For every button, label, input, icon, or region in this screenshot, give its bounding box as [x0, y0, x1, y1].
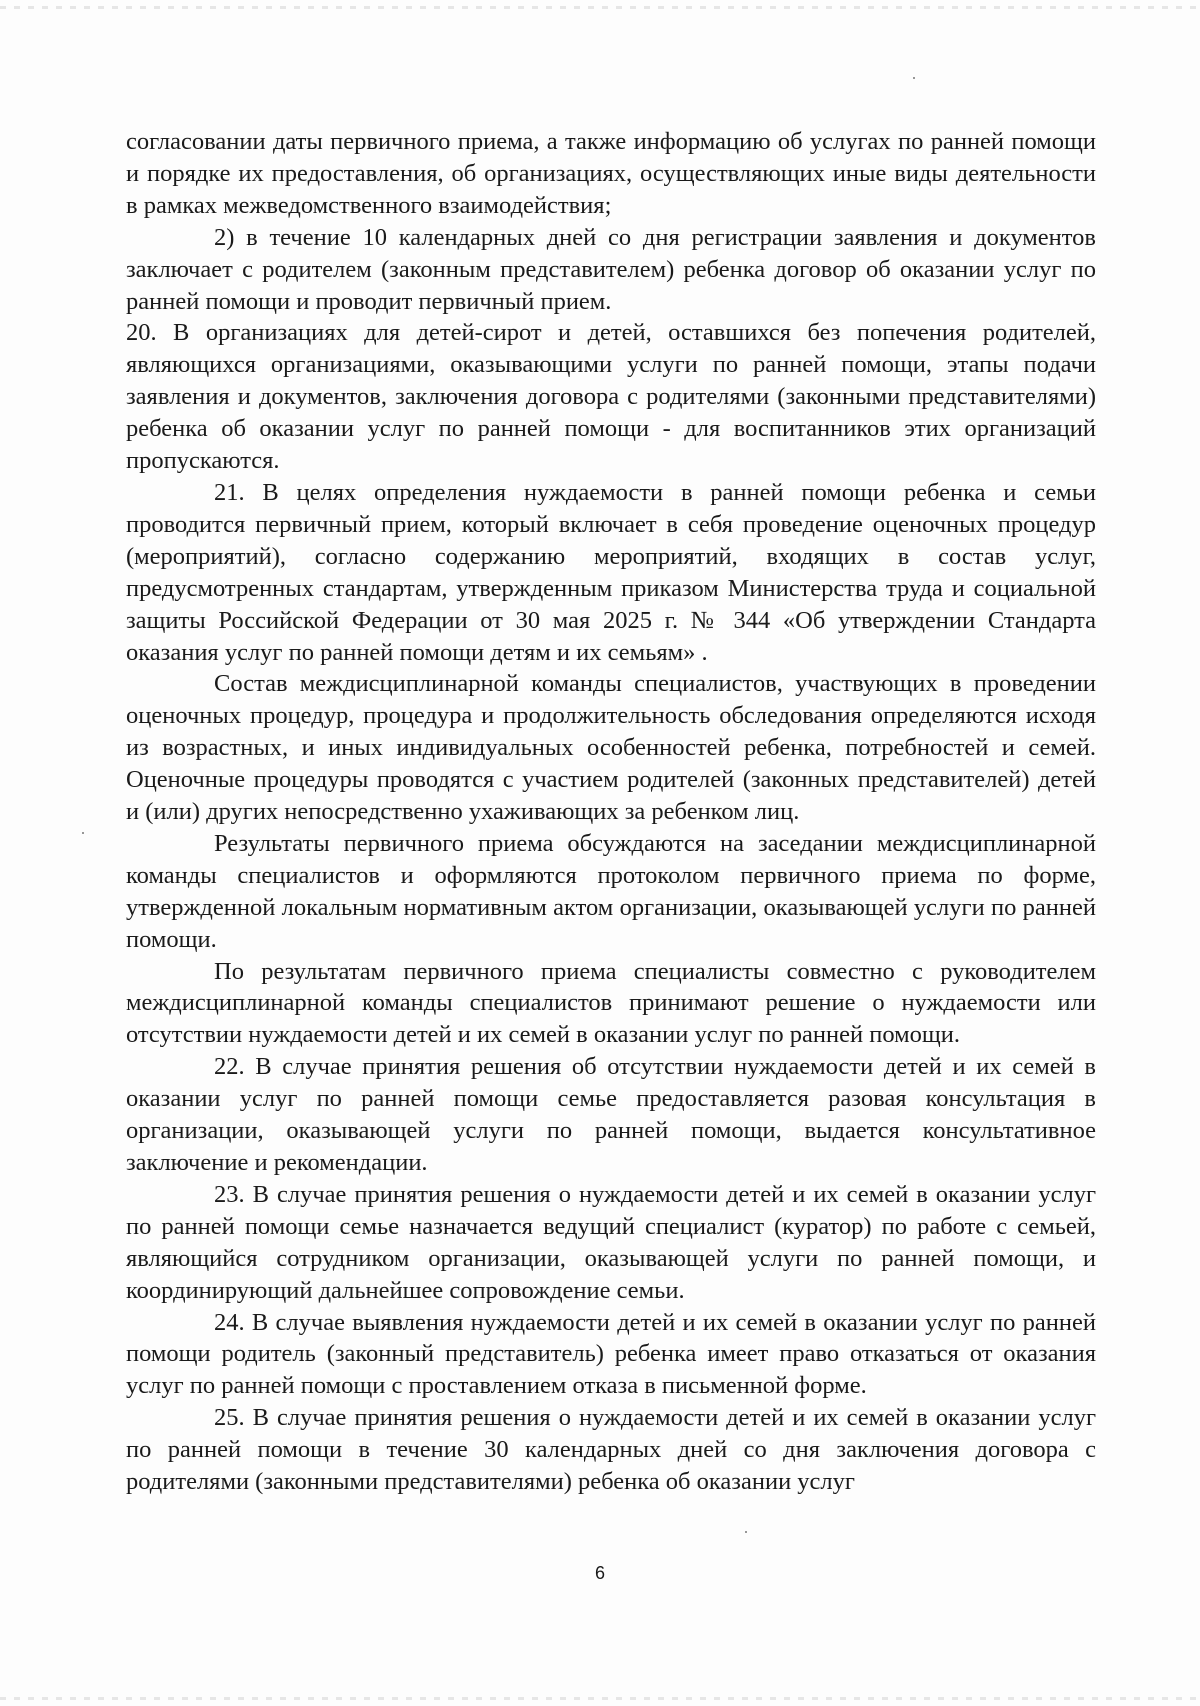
paragraph: По результатам первичного приема специалисты совместно с руководителем междисциплинарной команды специалистов принимают решение о нуждаемости или отсутствии нуждаемости детей и их семей в оказании услуг по ранней помощи.: [126, 957, 1096, 1049]
page-number: 6: [594, 1563, 605, 1583]
scan-edge-top: [0, 6, 1200, 9]
paragraph: 24. В случае выявления нуждаемости детей и их семей в оказании услуг по ранней помощи родитель (законный представитель) ребенка имеет право отказаться от оказания услуг по ранней помощи с проставлением отказа в письменной форме.: [126, 1308, 1096, 1400]
paragraph: 22. В случае принятия решения об отсутствии нуждаемости детей и их семей в оказании услуг по ранней помощи семье предоставляется разовая консультация в организации, оказывающей услуги по ранней помощи, выдается консультативное заключение и рекомендации.: [126, 1053, 1096, 1176]
scan-edge-bottom: [0, 1697, 1200, 1700]
paragraph: 20. В организациях для детей-сирот и детей, оставшихся без попечения родителей, являющихся организациями, оказывающими услуги по ранней помощи, этапы подачи заявления и документов, заключения договора с родителями (законными представителями) ребенка об оказании услуг по ранней помощи - для воспитанников этих организаций пропускаются.: [126, 319, 1096, 475]
paragraph: Результаты первичного приема обсуждаются на заседании междисциплинарной команды специалистов и оформляются протоколом первичного приема по форме, утвержденной локальным нормативным актом организации, оказывающей услуги по ранней помощи.: [126, 829, 1096, 953]
scan-speck: [82, 832, 84, 834]
paragraph: 23. В случае принятия решения о нуждаемости детей и их семей в оказании услуг по ранней помощи семье назначается ведущий специалист (куратор) по работе с семьей, являющийся сотрудником организации, оказывающей услуги по ранней помощи, и координирующий дальнейшее сопровождение семьи.: [126, 1180, 1096, 1304]
paragraph: 21. В целях определения нуждаемости в ранней помощи ребенка и семьи проводится первичный прием, который включает в себя проведение оценочных процедур (мероприятий), согласно содержанию мероприятий, входящих в состав услуг, предусмотренных стандартам, утвержденным приказом Министерства труда и социальной защиты Российской Федерации от 30 мая 2025 г. № 344 «Об утверждении Стандарта оказания услуг по ранней помощи детям и их семьям» .: [126, 478, 1096, 666]
scan-speck: [745, 1531, 747, 1533]
paragraph: согласовании даты первичного приема, а также информацию об услугах по ранней помощи и порядке их предоставления, об организациях, осуществляющих иные виды деятельности в рамках межведомственного взаимодействия;: [126, 128, 1096, 219]
document-body: [126, 126, 1096, 1498]
paragraph: 2) в течение 10 календарных дней со дня регистрации заявления и документов заключает с родителем (законным представителем) ребенка договор об оказании услуг по ранней помощи и проводит первичный прием.: [126, 223, 1096, 315]
scan-speck: [913, 77, 915, 79]
paragraph: 25. В случае принятия решения о нуждаемости детей и их семей в оказании услуг по ранней помощи в течение 30 календарных дней со дня заключения договора с родителями (законными представителями) ребенка об оказании услуг: [126, 1404, 1096, 1496]
paragraph: Состав междисциплинарной команды специалистов, участвующих в проведении оценочных процедур, процедура и продолжительность обследования определяются исходя из возрастных, и иных индивидуальных особенностей ребенка, потребностей и семей. Оценочные процедуры проводятся с участием родителей (законных представителей) детей и (или) других непосредственно ухаживающих за ребенком лиц.: [126, 670, 1096, 826]
